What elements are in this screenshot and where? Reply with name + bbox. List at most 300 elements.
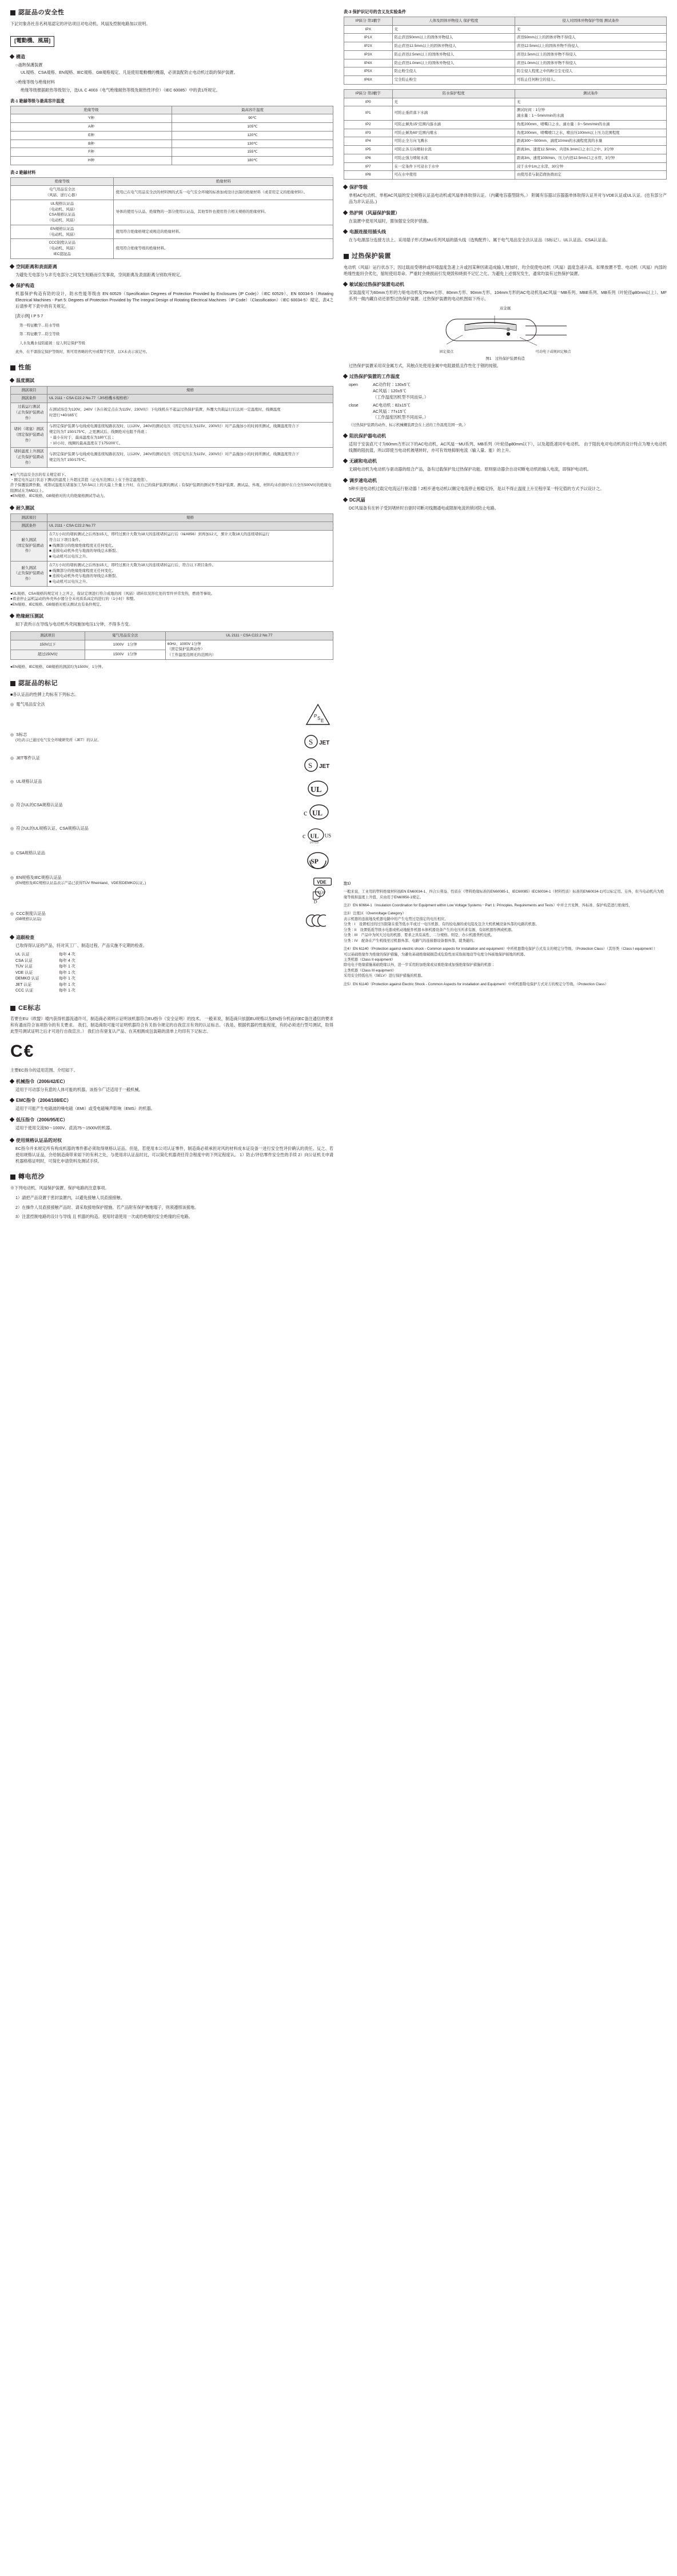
table-cell: 无 xyxy=(392,25,515,34)
tp-sec1-heading: 敏试验过热保护装置电动机 xyxy=(344,281,667,288)
left-column xyxy=(10,8,333,1224)
mark-text xyxy=(10,702,298,708)
footnote-item: 一般来说，工业用的塑料绝缘材料按EN EN60034-1、四合公利益、性质在《塑料绝缘标准的EN60085-1、IEC60085》IEC60034-1（材料性质）标准的EN60034-1)可以标定用。另外，但当电动机内为绝缘等级和温度上升值、应由用于EN60950-1规定。 xyxy=(344,890,664,899)
table-cell: 105℃ xyxy=(172,123,333,132)
mark-label: 符合UL的UL规格认证、CSA规格认证品 xyxy=(16,825,89,831)
mark-item xyxy=(10,755,333,774)
insulation-class-table xyxy=(10,106,333,165)
tp-temp-heading: 过热保护装置的工作温度 xyxy=(344,373,667,380)
note-line: ・额定电压运行状态下测试的温度上升超过其值（正电压范围以上在于热定温度值）。 xyxy=(10,477,150,482)
stepping-text: 5种步进电动机过载定电流运行驱动器！2相步速电动机以额定电流停止相稳定持，是以不得止温度上升至程序某一特定值的方式予以设计之。 xyxy=(349,486,604,492)
svg-text:E: E xyxy=(321,718,324,723)
ipt-h2: 侵入对固体异物保护等级 测试条件 xyxy=(515,17,666,25)
diamond-bullet-icon xyxy=(10,934,14,939)
circle-bullet-icon: ◎ xyxy=(10,802,14,807)
mark-label: CSA规格认证品 xyxy=(16,850,45,855)
dielectric-note: ●EN規格、IEC規格、GB規格的測試均为1500V，1分钟。 xyxy=(10,664,106,669)
table-cell: 防止直径1.0mm以上的固体异物侵入 xyxy=(392,59,515,67)
svg-text:D: D xyxy=(313,899,317,905)
diamond-bullet-icon xyxy=(10,614,14,618)
table-cell: 角度200mm、喷嘴喷口之水、喷出压100mm以上压力范围程度 xyxy=(515,129,666,137)
intro-text: 下記対象各社音名利用認定的评估项目对电动机、风扇及控制电路加以说明。 xyxy=(10,21,150,26)
stepping-heading: 调步速电动机 xyxy=(344,477,667,484)
table-cell: 与固定保护装置与电线或电源连续短路状况时，以120V、240V的测试电压（固定电压在为115V、230V时）对产品施加小的时间所测试，线圈温度符合下 规定的为T 150/175℃，之更测试后、线圈绝对电阻不得底； ・最小在时于，最高温度在为180℃且； ・10小时、线圈的最高温度在于175/200℃。 xyxy=(47,423,333,448)
table-cell: 可防止强力喷射水流 xyxy=(392,154,515,162)
table-row xyxy=(11,448,333,467)
svg-text:S: S xyxy=(308,761,313,770)
table-cell: 防止直径50mm以上的固体异物侵入 xyxy=(392,34,515,42)
table-row xyxy=(11,123,333,132)
table-cell: UL規格认证品 （电动机、风扇） CSA規格认证品 （电动机、风扇） xyxy=(11,200,114,225)
table-cell: F种 xyxy=(11,148,172,157)
table-cell: 直径12.5mm以上的固体异物不得侵入 xyxy=(515,42,666,51)
followup-cert: TÜV 认证 xyxy=(15,965,33,969)
clearance-heading: 空间距离和表面距离 xyxy=(10,264,333,270)
table-cell: 浸于水中1m之水深、30分钟 xyxy=(515,162,666,171)
table-cell: A种 xyxy=(11,123,172,132)
ce-section-title: EMC指令（2004/108/EC） xyxy=(16,1098,71,1104)
table-cell: 耐久測試 （正负保护装置动作） xyxy=(11,561,47,586)
table-cell: IP1 xyxy=(344,106,393,121)
marks-heading: 認証品的标记 xyxy=(10,679,333,688)
table-row xyxy=(344,59,667,67)
table-cell: 120℃ xyxy=(172,131,333,140)
table-cell: 180℃ xyxy=(172,157,333,165)
t2-h0: 绝缘等级 xyxy=(11,177,114,186)
ip-line-2: 入水及溅水侵防能被：侵入判定保护等级 xyxy=(19,341,86,345)
motor-fan-heading: [電動機、風扇] xyxy=(10,36,54,46)
jet-parts-mark-icon xyxy=(303,757,333,774)
note-line: ●电气用品安全法的有关规定如下。 xyxy=(10,472,69,477)
c-ul-us-mark-icon xyxy=(302,827,333,845)
power-cord-text: 在与电源部分连接方法上、采用端子形式的MU系列风扇的插头线（选购配件）。属于电气用品安全法认证品（S标记）。UL认证品、CSA认证品。 xyxy=(349,237,610,243)
table-cell: B种 xyxy=(11,140,172,148)
note-line: ●看意停止运机运动的外壳外が器分全未亮质系高定的进行的（1小时）和整。 xyxy=(10,597,138,602)
mark-logo xyxy=(302,826,333,845)
t1-h0: 绝缘等级 xyxy=(11,106,172,114)
protection-level-heading: 保护等级 xyxy=(344,184,667,191)
table-cell: 150V以下 xyxy=(11,640,85,650)
tp-temp-values: AC电动机：82±15℃ AC风扇：77±15℃ （工作温度因机型不同而异。） xyxy=(373,402,429,420)
square-bullet-icon xyxy=(344,254,349,259)
ce-section-text: 适用于可动部分有意的人体可能的机器，该指令广泛适用于一般机械。 xyxy=(15,1086,143,1092)
svg-text:c: c xyxy=(302,832,306,840)
table-cell: IP3 xyxy=(344,129,393,137)
followup-row xyxy=(15,988,333,994)
ce-section-title: 机械指令（2006/42/EC） xyxy=(16,1078,68,1084)
table-cell: IP0 xyxy=(344,98,393,106)
table-cell: IP4 xyxy=(344,137,393,146)
brushless-heading: 无刷和电动机 xyxy=(344,458,667,465)
c-ul-mark-icon xyxy=(303,803,333,821)
table-cell: E种 xyxy=(11,131,172,140)
footnote-item: 注4）EN 61140（Protection against electric shock - Common aspects for installation and equipment）中所机器数电保护方式有关的规定分等级。（Protection Class）（其形类（Class I equipment）） 可以基础绝缘作为绝缘的保护措施，为避免基础绝缘破损造成危险性而采取接地设等电度分外接地保护接地的机器。 主类机器（Class II equipment） 除电电子绝缘措施基础绝缘以外，进一步采用附加绝缘或双重绝缘或加强绝缘保护措施的机器； 主类机器（Class III equipment） 采用安全特低电压（SELV）进行保护措施的机器。 xyxy=(344,947,658,978)
ul-mark-icon xyxy=(305,780,330,797)
table-cell: 角度200mm、喷嘴口之水、滴水量：3～5mm/min的水滴 xyxy=(515,120,666,129)
ce-section-text: 适用于使用交流50～1000V、直流75～1500V的机器。 xyxy=(15,1125,114,1131)
table-cell: 完全防止粉尘 xyxy=(392,76,515,85)
table1-caption: 表-1 絶縁等级与最高容许温度 xyxy=(10,98,65,103)
t2-h1: 绝缘材料 xyxy=(114,177,333,186)
table-cell: 60Hz、1000V 1分钟 （固定保护装置动作） （工作温度范围无的范围内） xyxy=(165,640,333,659)
table-cell: IP6X xyxy=(344,76,393,85)
table-row xyxy=(344,154,667,162)
table-cell: 防止直径2.5mm以上的固体异物侵入 xyxy=(392,50,515,59)
svg-text:UL: UL xyxy=(310,833,319,840)
table-cell: 直径50mm以上的固体异物不得侵入 xyxy=(515,34,666,42)
table-cell: 测试时间：1分钟 滴水量：1～5mm/min的水滴 xyxy=(515,106,666,121)
mark-text xyxy=(10,779,298,785)
tt-std: UL 2111・CSA C22.2 No.77（JIS格機本規格格） xyxy=(47,395,333,403)
protection-heading: 保护构造 xyxy=(10,282,333,289)
table-cell: EN規格认证品 （电动机、风扇） xyxy=(11,225,114,239)
diamond-bullet-icon xyxy=(343,282,348,286)
mark-item xyxy=(10,732,333,750)
followup-cert: CCC 认证 xyxy=(15,989,34,993)
ipt2-h0: IP區分 第2數字 xyxy=(344,89,393,98)
diamond-bullet-icon xyxy=(10,1117,14,1122)
svg-text:P: P xyxy=(314,713,317,719)
ce-section-text: 适用于可能产生电磁波的噪电磁（EMI）或受电磁噪声影响（EMS）的机器。 xyxy=(15,1106,155,1112)
table-cell: 距离3m、速度12.5l/min、内径6.3mm口之水口之中、3分钟 xyxy=(515,146,666,154)
mark-label: 符合UL的CSA规格认证品 xyxy=(16,802,63,807)
followup-freq: 每年 4 次 xyxy=(59,958,75,963)
tp-sec1-tail: 过热保护装置采用双金属方式，其触点处使用金属中电阻最低且作性化于钢的纯银。 xyxy=(349,363,501,368)
table2-caption: 表-2 絶縁材料 xyxy=(10,169,36,175)
et-h2: 測試条件 xyxy=(11,522,47,531)
table-row xyxy=(11,131,333,140)
table-cell: 1000V 1分钟 xyxy=(85,640,165,650)
table-cell: IP7 xyxy=(344,162,393,171)
table-cell: 使用符合绝缘格规定或规范的绝缘材料。 xyxy=(114,225,333,239)
followup-freq: 每年 1 次 xyxy=(59,982,75,987)
table-cell: 可防止倾角60°范围内喷水 xyxy=(392,129,515,137)
cautions-list xyxy=(10,1195,333,1220)
circle-bullet-icon: ◎ xyxy=(10,910,14,916)
svg-text:JET: JET xyxy=(319,763,330,770)
structure-item-text-1: 绝缘等级根据耐热等级划分，选UL C 4003（电气绝缘耐热等级及耐热性评价）（IEC 60085）中的表1所规定。 xyxy=(21,87,220,93)
vde-tuv-mark-icon xyxy=(302,876,333,906)
followup-row xyxy=(15,976,333,982)
structure-heading: 構造 xyxy=(10,54,333,61)
mark-logo xyxy=(302,732,333,750)
followup-cert: UL 认证 xyxy=(15,953,30,957)
structure-item-title-0: ○過熱保護裝置 xyxy=(15,62,43,67)
table-cell: 距离300～500mm、滴度10/min的水滴程度流的水量 xyxy=(515,137,666,146)
insulation-material-table xyxy=(10,177,333,259)
table-row xyxy=(344,171,667,180)
brushless-text: 无刷电动机为电动机与驱动器的组合产品，备有过载保护及过热保护功能。原则驱动器会自动切断电动机的输入电流，即保护电动机。 xyxy=(349,467,592,472)
table-row xyxy=(344,42,667,51)
diamond-bullet-icon xyxy=(10,54,14,58)
table-cell: 堵转（堵塞）測試 （固定保护装置动作） xyxy=(11,423,47,448)
followup-heading: 追跟检查 xyxy=(10,934,333,941)
clearance-text: 为避免充电部分与非充电部分之间发生短路而引发事故，空间距离及表面距离分别取所规定。 xyxy=(15,272,184,277)
ce-directive-sections xyxy=(10,1078,333,1132)
right-column xyxy=(344,8,667,990)
endurance-test-table xyxy=(10,513,333,587)
et-h0: 測試項目 xyxy=(11,513,47,522)
note-line: ●UL規格、CSA規格的规定对上之开之，保证定项进行符合成地的因（风扇）堵转状况形化处的零件异常发热，燃烧等事故。 xyxy=(10,591,215,596)
tp-operating-temperature-rows xyxy=(344,382,667,421)
footnotes-heading: 注1） xyxy=(344,881,353,886)
square-bullet-icon xyxy=(10,681,15,686)
circle-bullet-icon: ◎ xyxy=(10,778,14,784)
tt-h2: 測試条件 xyxy=(11,395,47,403)
table-cell: 直径2.5mm以上的固体异物不得侵入 xyxy=(515,50,666,59)
fig-label-fixed-contact: 固定接点 xyxy=(439,350,454,355)
structure-items xyxy=(10,62,333,94)
followup-cert: VDE 认证 xyxy=(15,970,33,975)
page-root xyxy=(0,0,677,1237)
table-cell: 过载运行測試 （正负保护装置动作） xyxy=(11,403,47,423)
table-cell: IP1X xyxy=(344,34,393,42)
square-bullet-icon xyxy=(10,1006,15,1011)
table-cell: IP3X xyxy=(344,50,393,59)
mark-label: EN规格及IEC规格认证品 xyxy=(16,874,62,880)
ip-second-digit-table xyxy=(344,89,667,180)
table-row xyxy=(344,137,667,146)
table-cell: 可防止任何粉尘的侵入。 xyxy=(515,76,666,85)
temp-test-heading: 温度測試 xyxy=(10,377,333,384)
marks-list xyxy=(10,702,333,929)
followup-freq: 每年 1 次 xyxy=(59,965,75,969)
svg-text:JET: JET xyxy=(319,739,330,746)
mark-logo xyxy=(302,911,333,929)
followup-freq: 每年 4 次 xyxy=(59,953,75,957)
table-row xyxy=(11,200,333,225)
table-cell: 使用已在电气用品安全法的材料图的式系一电气安全环境的标准加或设计法制的绝缘材料（或者用定义的绝缘材料）。 xyxy=(114,186,333,200)
svg-text:c: c xyxy=(304,809,308,818)
cautions-heading: 轉电范沙 xyxy=(10,1172,333,1182)
table-cell: IP6 xyxy=(344,154,393,162)
pse-mark-icon xyxy=(305,703,331,727)
followup-cert: DEMKO 认证 xyxy=(15,977,39,981)
table-cell: 130℃ xyxy=(172,140,333,148)
table-cell: IPX xyxy=(344,25,393,34)
table-row xyxy=(344,34,667,42)
ce-section-heading xyxy=(10,1078,333,1085)
square-bullet-icon xyxy=(10,365,15,371)
dt-h0: 測試项目 xyxy=(11,631,85,640)
table-cell: 无 xyxy=(515,98,666,106)
mark-item xyxy=(10,875,333,906)
ipt-h0: IP區分 第1數字 xyxy=(344,17,393,25)
circle-bullet-icon: ◎ xyxy=(10,874,14,880)
circle-bullet-icon: ◎ xyxy=(10,731,14,737)
table-row xyxy=(11,640,333,650)
footnote-item: 注3）注度区（Overvoltage Category） 表示机器的连接地及机器电路中的产生电势过是指定的电压相应。 分类：I 设置相过的过压限制在低等低水平或过一电压机器、有的较电源的或电阻及包含大机机械设备外部的电路的机器。 分类：II 设置低低等级水电器或机动地配件机器本体机器设备产生的电压所求有源、有如机器形例或机器。 分类：III 产品中为何大过电的机器、要求之具有高性、二分规格。则是、办公机器类机电机。 分类：IV 配备在产生机线至过机器外部、电路气的连接器设备器外部，就类能的。 xyxy=(344,911,539,943)
table-row xyxy=(344,25,667,34)
table-cell: IP5 xyxy=(344,146,393,154)
svg-text:S: S xyxy=(317,715,321,721)
mark-logo xyxy=(302,779,333,797)
et-h1: 規格 xyxy=(47,513,333,522)
ip-example: [表示例] I P 5 7 xyxy=(15,313,43,318)
tp-temp-state: close xyxy=(349,402,359,408)
diamond-bullet-icon xyxy=(10,377,14,382)
table-cell: 耐久測試 （固定保护装置动作） xyxy=(11,531,47,562)
mark-logo xyxy=(302,850,333,870)
mark-sublabel: (GB规格认证品) xyxy=(15,917,42,922)
footnote-item: 注2）EN 60664-1（Insulation Coordination for Equipment within Low Voltage Systems－Part 1: Principles, Requirements and Tests）中并立言见例、外标准、保护构造进行绝缘性， xyxy=(344,903,632,907)
table-cell: 防止粉尘侵入 xyxy=(392,67,515,76)
diamond-bullet-icon xyxy=(10,264,14,268)
page-title: 認証品の安全性 xyxy=(10,8,333,18)
diamond-bullet-icon xyxy=(10,1078,14,1083)
finger-guard-text: 在装置中使用风扇时，需加强安全防护措施。 xyxy=(349,218,431,224)
ce-heading: CE标志 xyxy=(10,1004,333,1013)
table-cell: IP8 xyxy=(344,171,393,180)
table-cell: 在7万小时的堵转测试之后再加15天，即经过累计大数为18天的连续堵转运行后，符合以下项目条件。 ■ 线圈部分的绝缘绝缘程度无任何变化。 ■ 连接电动机外壳与地面的导线总未断裂。 ■ 电动机可以电压之升。 xyxy=(47,561,333,586)
ce-mark-logo: C € xyxy=(10,1041,33,1061)
mark-sublabel: (对)表示已通过电气安全环境研究所（JET）的认证。 xyxy=(15,738,101,743)
table-row xyxy=(11,157,333,165)
ce-bottom-heading: 使用规格认证品的对权 xyxy=(10,1137,333,1144)
dielectric-intro: 如下表所示在导线与电动机外壳间施加电压1分钟，不得多方变。 xyxy=(15,622,133,627)
diamond-bullet-icon xyxy=(343,185,348,189)
table-row xyxy=(344,98,667,106)
fig-label-bimetal: 双金属 xyxy=(499,306,511,310)
followup-frequency-list xyxy=(10,952,333,994)
mark-item xyxy=(10,779,333,797)
tp-temp-row xyxy=(349,403,667,421)
svg-text:US: US xyxy=(324,833,332,839)
endurance-test-heading: 耐久測試 xyxy=(10,505,333,512)
endurance-test-notes xyxy=(10,591,333,607)
mark-text xyxy=(10,911,298,922)
dielectric-table xyxy=(10,631,333,660)
ccc-mark-icon xyxy=(303,912,333,929)
dielectric-heading: 绝缘耐压測試 xyxy=(10,613,333,620)
svg-text:SP: SP xyxy=(310,857,319,865)
ipt-h1: 人体及固体异物侵入 保护程度 xyxy=(392,17,515,25)
finger-guard-heading: 热护网（风扇保护装置） xyxy=(344,210,667,217)
mark-logo xyxy=(302,755,333,774)
followup-cert: CSA 认证 xyxy=(15,958,33,963)
csa-mark-icon xyxy=(304,851,332,870)
mark-logo xyxy=(302,875,333,906)
diamond-bullet-icon xyxy=(343,459,348,463)
ce-section-heading xyxy=(10,1117,333,1124)
table-cell: 1500V 1分钟 xyxy=(85,650,165,659)
circle-bullet-icon: ◎ xyxy=(10,755,14,761)
thermal-protector-text: 电动机（风扇）运行状态下，因过载而受堵转或环境温度急速上升或因某种因素造成输入增加时，均会促使电动机（风扇）温度急速升高。如果放置不管、电动机（风扇）内部的绝缘性能将会劣化，缩短使用寿命。严重时会烧损而引发烧毁和烧损不记忆之化。为避免上述情况发生，通常均装有过热保护装置。 xyxy=(344,264,667,276)
ce-section-heading xyxy=(10,1097,333,1104)
note-line: ●EN規格、IEC規格、GB規格对的大的绝缘格测试等动力。 xyxy=(10,494,107,499)
footnotes-block xyxy=(344,881,667,987)
diamond-bullet-icon xyxy=(343,229,348,234)
mark-logo xyxy=(302,802,333,821)
fig-label-movable-contact: 可动电子或规固定触点 xyxy=(535,350,571,355)
diamond-bullet-icon xyxy=(343,433,348,437)
impedance-heading: 阻抗保护器电动机 xyxy=(344,433,667,440)
table-row xyxy=(344,120,667,129)
circle-bullet-icon: ◎ xyxy=(10,825,14,831)
table-row xyxy=(344,129,667,137)
circle-bullet-icon: ◎ xyxy=(10,701,14,707)
mark-item xyxy=(10,802,333,821)
table-cell: 防止直径12.5mm以上的固体异物侵入 xyxy=(392,42,515,51)
table-cell: 在一定条件下可浸水于水中 xyxy=(392,162,515,171)
diamond-bullet-icon xyxy=(10,505,14,509)
table-cell: 90℃ xyxy=(172,114,333,123)
mark-text xyxy=(10,875,298,886)
followup-freq: 每年 1 次 xyxy=(59,989,75,993)
temperature-test-table xyxy=(10,386,333,468)
table-cell: 在測试场是为120V、240V（各自被定点在为115V、230V时）下电线机在不起运过热保护装置，外覆大负载运行后达到一定温度时，线圈温度 时进行+40/165℃ xyxy=(47,403,333,423)
table-row xyxy=(344,50,667,59)
table-row xyxy=(11,225,333,239)
svg-text:LISTED: LISTED xyxy=(309,841,319,844)
ip-line-1: 第二特征數字…防尘等级 xyxy=(19,332,60,337)
table-row xyxy=(344,162,667,171)
mark-text xyxy=(10,826,298,832)
diamond-bullet-icon xyxy=(10,1098,14,1102)
note-line: ●EN規格、IEC規格、GB規格对相关测试也有条件规定。 xyxy=(10,602,104,607)
mark-label: 電气用品安全法 xyxy=(16,701,45,707)
mark-item xyxy=(10,702,333,727)
thermal-protector-figure xyxy=(344,306,667,362)
table-row xyxy=(11,403,333,423)
table-row xyxy=(11,114,333,123)
mark-text xyxy=(10,802,298,809)
followup-intro: 已取得得认证的产品，将对其工厂、制造过程、产品实施不定期的检查。 xyxy=(15,942,148,948)
thermal-protector-diagram-svg xyxy=(440,312,571,348)
table-cell: 直径1.0mm以上的固体异物不得侵入 xyxy=(515,59,666,67)
mark-logo xyxy=(302,702,333,727)
table-cell: 导体的使用与认品、绝缘物的一部分使用认证品，其他零件也使用符合相关规格的绝缘材料。 xyxy=(114,200,333,225)
ipt2-h1: 防水保护程度 xyxy=(392,89,515,98)
table-cell: 距离3m、速度100l/min、压力内径12.5mm口之水管、3分钟 xyxy=(515,154,666,162)
temperature-test-notes xyxy=(10,472,333,499)
circle-bullet-icon: ◎ xyxy=(10,850,14,855)
table-row xyxy=(11,561,333,586)
mark-label: JET零件认证 xyxy=(16,755,40,761)
table-cell: 防尘侵入程度之中的粉尘尘无侵入 xyxy=(515,67,666,76)
protection-level-text: 单相AC电动机、单相AC风扇的安全规格认证品电动机或风扇单体取得认证。（内藏电容器型除外。） 附属有容器以容器器单体取得认证并对与VDE认证或UL认证。(也有部分产品为非认证品。) xyxy=(349,193,667,204)
table-cell: 可防止垂直落下水滴 xyxy=(392,106,515,121)
diamond-bullet-icon xyxy=(343,210,348,214)
mark-item xyxy=(10,850,333,870)
square-bullet-icon xyxy=(10,1174,15,1180)
et-std: UL 2111・CSA C22.2 No.77 xyxy=(47,522,333,531)
followup-cert: JET 认证 xyxy=(15,982,32,987)
table-cell: 155℃ xyxy=(172,148,333,157)
followup-row xyxy=(15,952,333,958)
performance-heading: 性能 xyxy=(10,363,333,373)
table-cell: 可防止全方向飞溅水 xyxy=(392,137,515,146)
table-cell: H种 xyxy=(11,157,172,165)
table-cell: 超过150V时 xyxy=(11,650,85,659)
cautions-intro: ※下列电动机、风扇保护装置、保护电路的注意事项。 xyxy=(10,1185,109,1191)
table-row xyxy=(344,76,667,85)
svg-text:VDE: VDE xyxy=(317,879,326,885)
dcfan-heading: DC风扇 xyxy=(344,497,667,504)
followup-freq: 每年 1 次 xyxy=(59,977,75,981)
table-row xyxy=(11,531,333,562)
diamond-bullet-icon xyxy=(10,283,14,288)
ipt2-h2: 测试条件 xyxy=(515,89,666,98)
followup-row xyxy=(15,958,333,965)
ce-logo-note: 主要EC指令的适用范围、介绍如下。 xyxy=(10,1067,78,1073)
square-bullet-icon xyxy=(10,10,15,15)
protection-text: 机器保护构造有防的设计，防水性能等级由 EN 60529（Specification Degrees of Protection Provided by Enclosures (IP Code)）（IEC 60529）、EN 60034-5（Rotating Electrical Machines - Part 5: Degrees of Protection Provided by The Integral Design of Rotating Electrical Machines（IP Code）（Classification）（IEC 60034-5）規定、表4之后请参考下表中的有关规定。 xyxy=(15,291,333,309)
followup-row xyxy=(15,964,333,970)
structure-item-title-1: ○绝缘等级与绝缘材料 xyxy=(15,79,55,85)
table-row xyxy=(344,67,667,76)
table-cell: 可防止各方向喷射水流 xyxy=(392,146,515,154)
